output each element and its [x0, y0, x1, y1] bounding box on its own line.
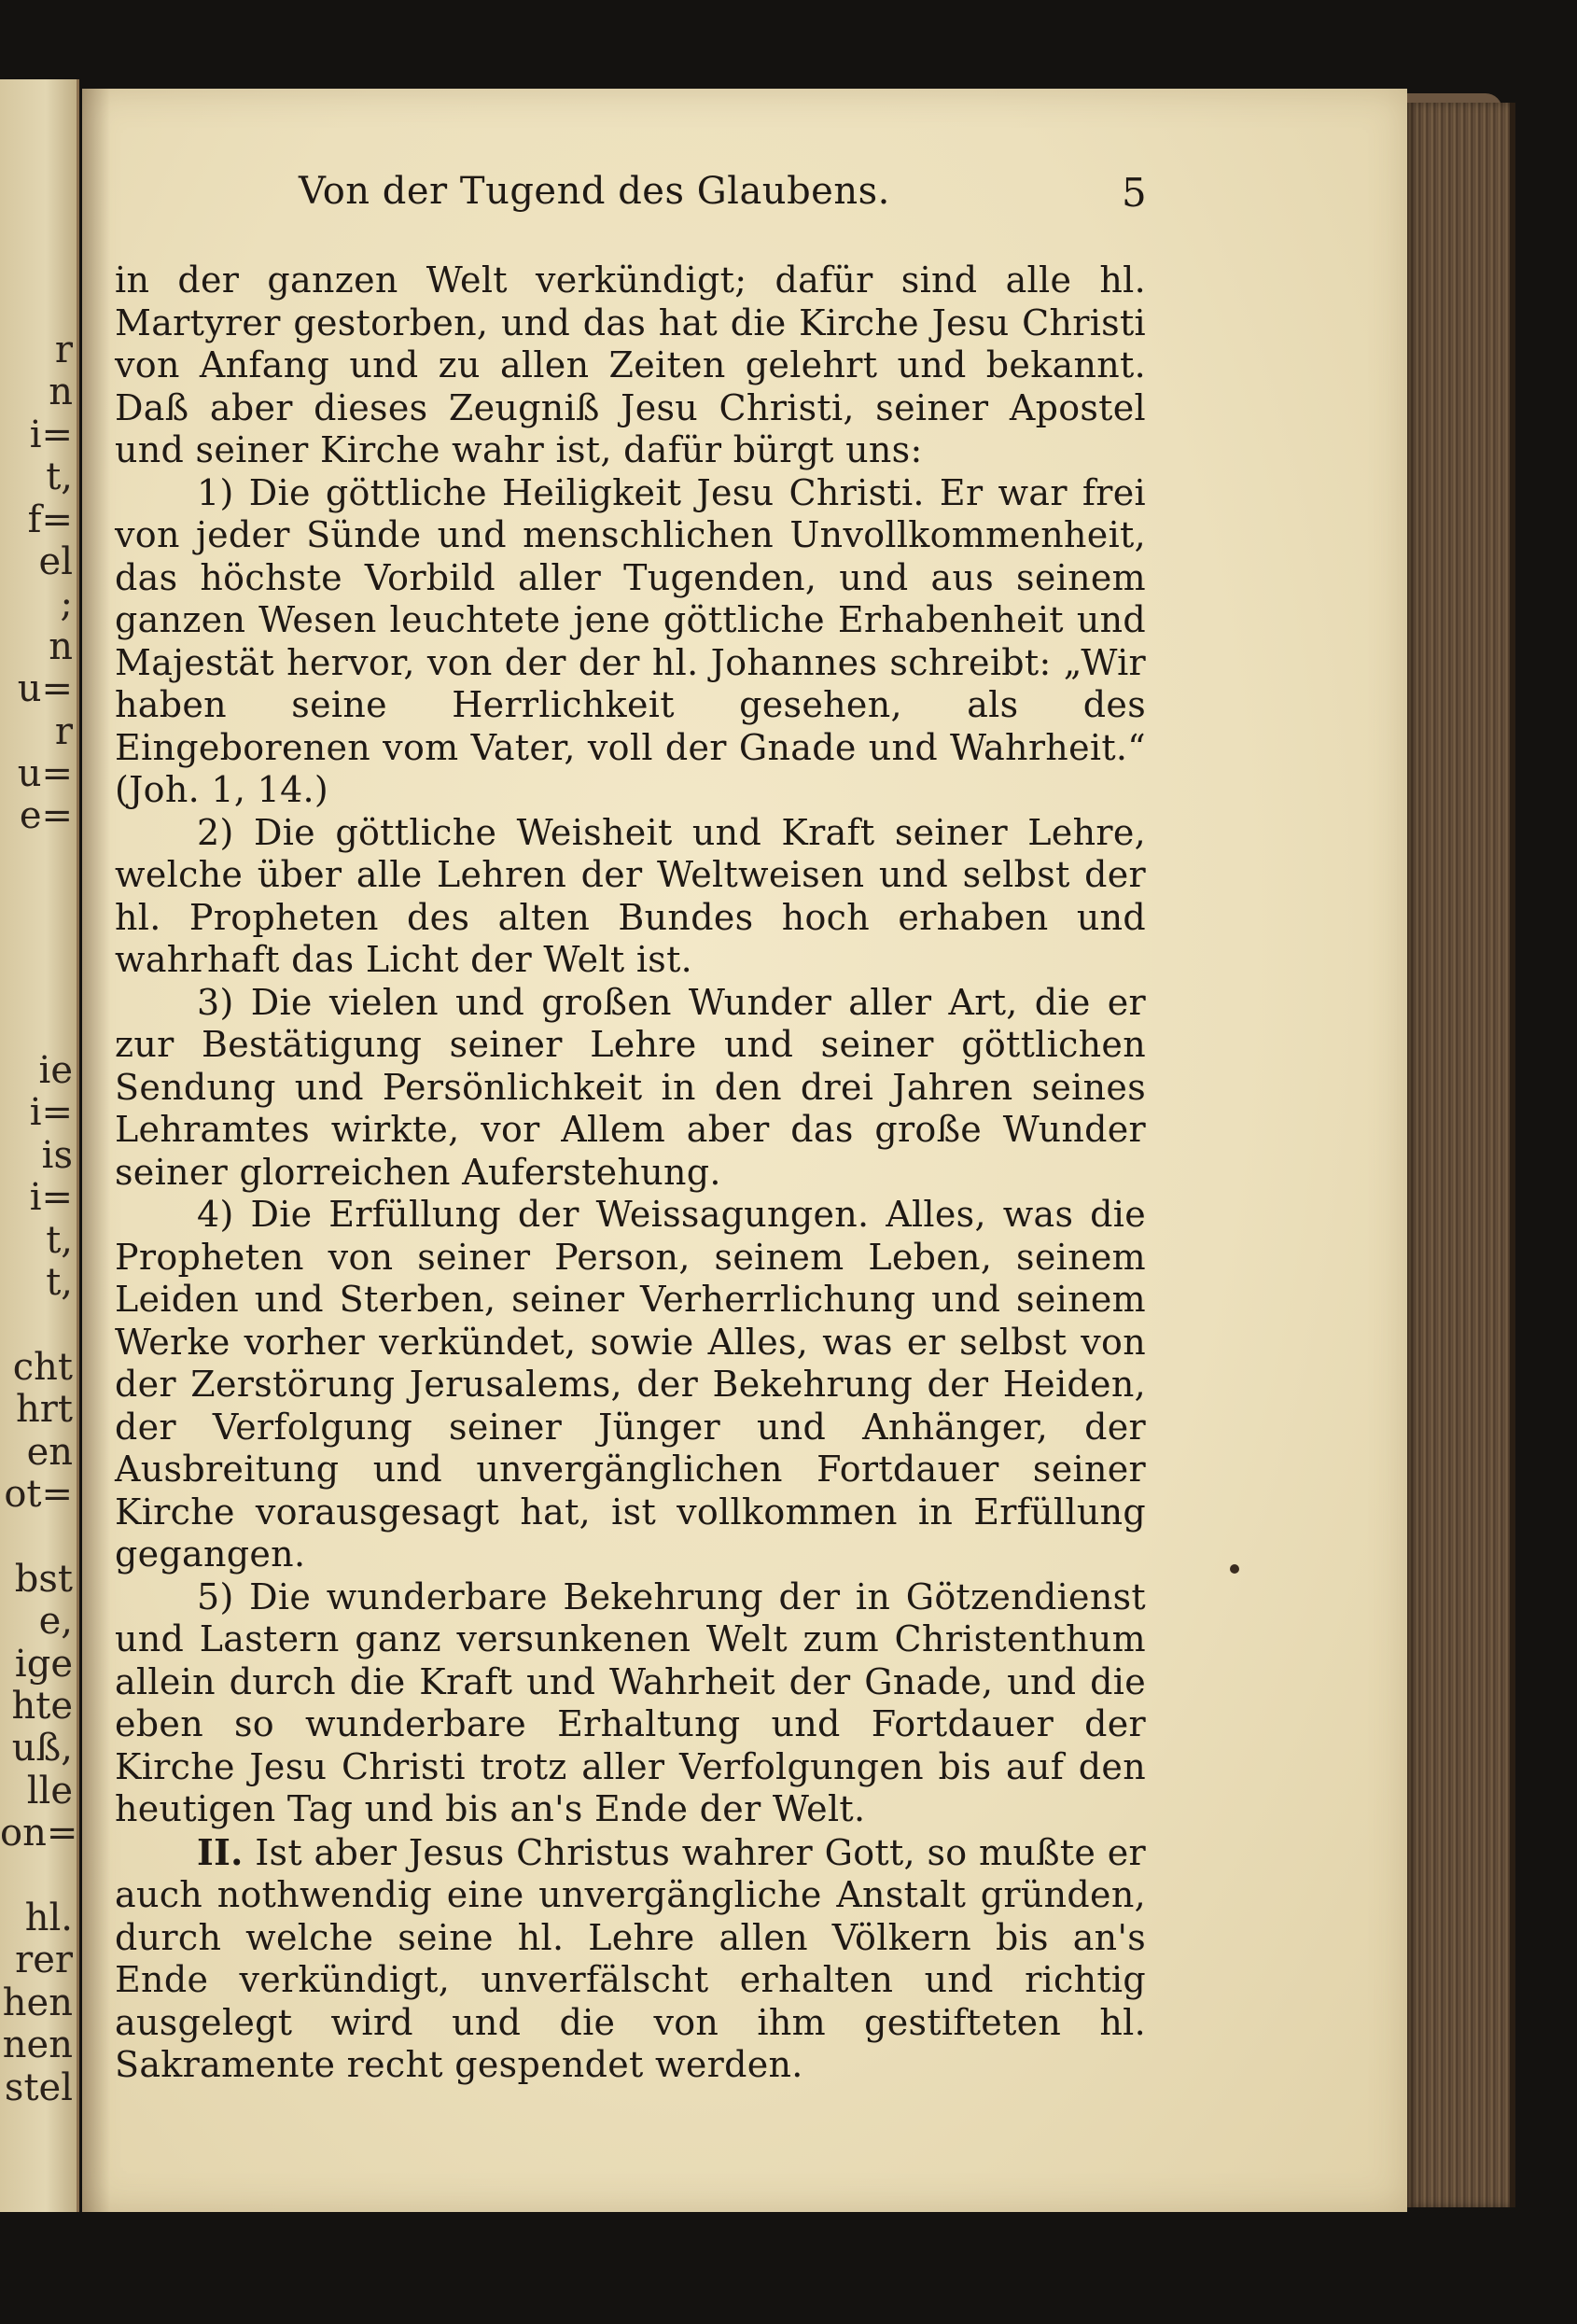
paper-speck [1230, 1564, 1239, 1574]
section-number: II. [197, 1830, 244, 1873]
paragraph: 4) Die Erfüllung der Weissagungen. Alles, was die Propheten von seiner Person, seinem Leben, seinem Leiden und Sterben, seiner Verherrlichung und seinem Werke vorher verkündet, sowie Alles, was er selbst von der Zerstörung Jerusalems, der Bekehrung der Heiden, der Verfolgung seiner Jünger und Anhänger, der Ausbreitung und unvergänglichen Fortdauer seiner Kirche vorausgesagt hat, ist vollkommen in Erfüllung gegangen. [115, 1194, 1146, 1575]
section-text: Ist aber Jesus Christus wahrer Gott, so mußte er auch nothwendig eine unvergängliche Anstalt gründen, durch welche seine hl. Lehre allen Völkern bis an's Ende verkündigt, unverfälscht erhalten und richtig ausgelegt wird und die von ihm gestifteten hl. Sakramente recht gespendet werden. [115, 1831, 1146, 2085]
paragraph-section-ii [115, 1831, 1146, 2087]
gutter-shadow [82, 89, 110, 2212]
paragraph: 5) Die wunderbare Bekehrung der in Götzendienst und Lastern ganz versunkenen Welt zum Christenthum allein durch die Kraft und Wahrheit der Gnade, und die eben so wunderbare Erhaltung und Fortdauer der Kirche Jesu Christi trotz aller Verfolgungen bis auf den heutigen Tag und bis an's Ende der Welt. [115, 1575, 1146, 1829]
page-block-edges [1407, 103, 1515, 2207]
left-page [0, 79, 77, 2212]
page-number: 5 [1122, 170, 1147, 216]
left-page-text-fragments: r n i= t, f= el ; n u= r u= e= ie i= is i= t, t, cht hrt en ot= bst e, ige hte uß, lle on= hl. rer hen nen stel [0, 329, 78, 2109]
paragraph: 2) Die göttliche Weisheit und Kraft seiner Lehre, welche über alle Lehren der Weltweisen und selbst der hl. Propheten des alten Bundes hoch erhaben und wahrhaft das Licht der Welt ist. [115, 811, 1146, 980]
page-body [115, 259, 1146, 2087]
paragraph: in der ganzen Welt verkündigt; dafür sind alle hl. Martyrer gestorben, und das hat die Kirche Jesu Christi von Anfang und zu allen Zeiten gelehrt und bekannt. Daß aber dieses Zeugniß Jesu Christi, seiner Apostel und seiner Kirche wahr ist, dafür bürgt uns: [115, 259, 1146, 470]
paragraph: 1) Die göttliche Heiligkeit Jesu Christi. Er war frei von jeder Sünde und menschlichen Unvollkommenheit, das höchste Vorbild aller Tugenden, und aus seinem ganzen Wesen leuchtete jene göttliche Erhabenheit und Majestät hervor, von der der hl. Johannes schreibt: „Wir haben seine Herrlichkeit gesehen, als des Eingeborenen vom Vater, voll der Gnade und Wahrheit.“ (Joh. 1, 14.) [115, 471, 1146, 810]
running-header: Von der Tugend des Glaubens. [299, 170, 890, 213]
paragraph: 3) Die vielen und großen Wunder aller Art, die er zur Bestätigung seiner Lehre und seiner göttlichen Sendung und Persönlichkeit in den drei Jahren seines Lehramtes wirkte, vor Allem aber das große Wunder seiner glorreichen Auferstehung. [115, 981, 1146, 1193]
